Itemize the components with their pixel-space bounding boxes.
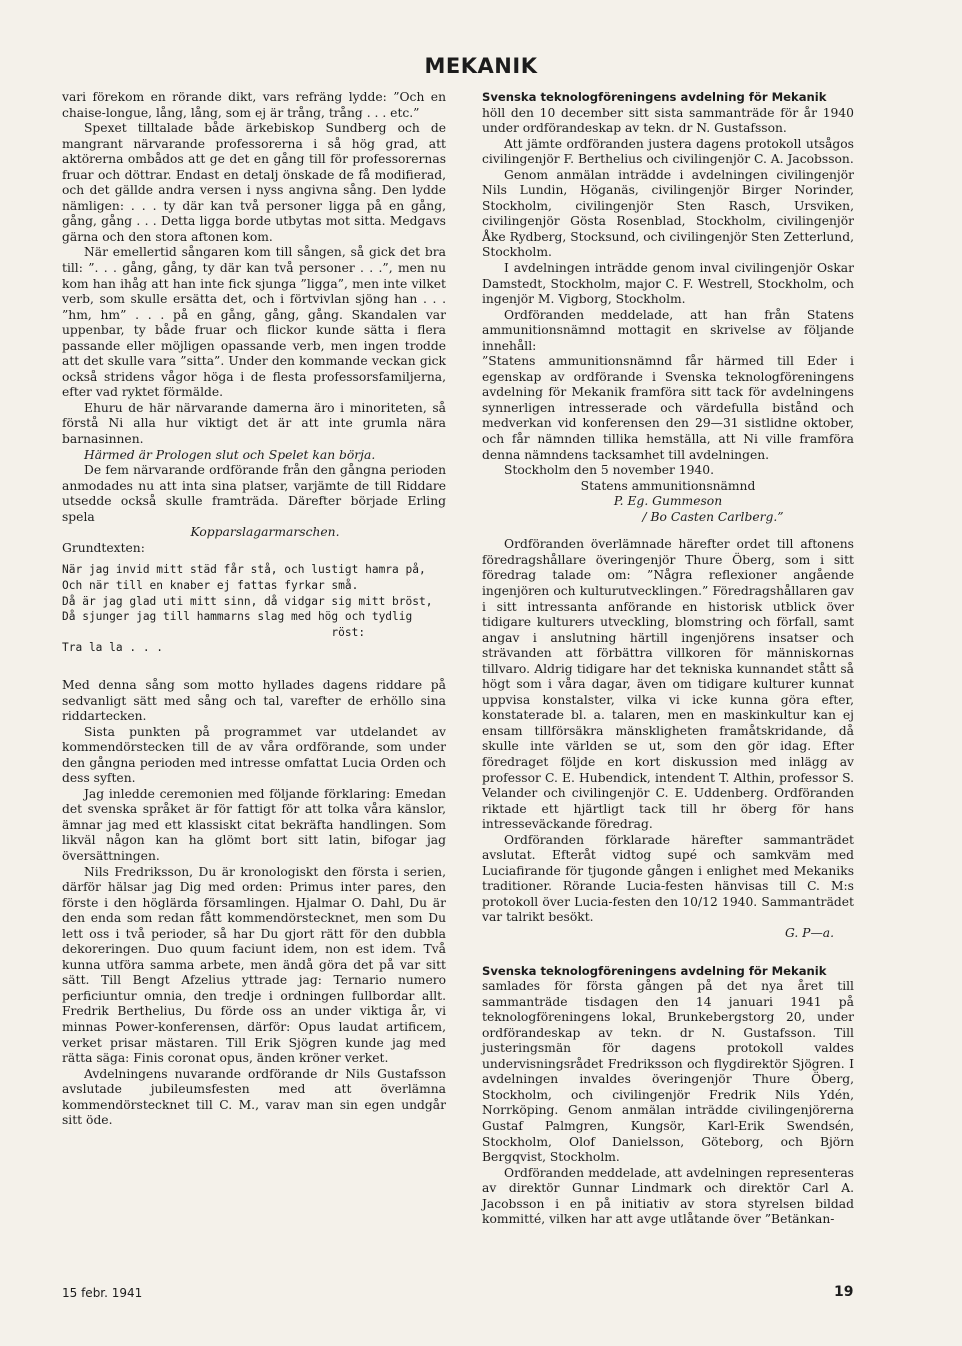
right-heading-2: Svenska teknologföreningens avdelning för Mekanik <box>482 963 827 978</box>
left-paragraph-11: Avdelningens nuvarande ordförande dr Nils Gustafsson avslutade jubileumsfesten med att överlämna kommendörstecknet till C. M., varav man sin egen undgår sitt öde. <box>62 1066 446 1128</box>
signature-line-3: / Bo Casten Carlberg.” <box>642 509 784 524</box>
left-column <box>62 90 446 1129</box>
left-paragraph-8: Sista punkten på programmet var utdelandet av kommendörstecken till de av våra ordförande, som under den gångna perioden med intresse omfattat Lucia Orden och dess syften. <box>62 724 446 786</box>
footer-date: 15 febr. 1941 <box>62 1286 143 1300</box>
left-paragraph-2: Spexet tilltalade både ärkebiskop Sundberg och de mangrant närvarande professorerna i så hög grad, att aktörerna ombådos att ge det en gång till för professorernas fruar och döttrar. Endast en detalj önskade de få modifierad, och det gällde andra versen i nyss angivna sång. Den lydde nämligen: . . . ty där kan två personer ligga på en gång, gång, gång . . . Detta ligga borde utbytas mot sitta. Medgavs gärna och den stora aftonen kom. <box>62 121 446 244</box>
right-paragraph-2: Att jämte ordföranden justera dagens protokoll utsågos civilingenjör F. Berthelius och civilingenjör C. A. Jacobsson. <box>482 136 854 167</box>
left-paragraph-6: De fem närvarande ordförande från den gångna perioden anmodades nu att inta sina platser, varjämte de till Riddare utsedde också skulle framträda. Därefter började Erling spela <box>62 463 446 524</box>
right-paragraph-1: höll den 10 december sitt sista sammanträde för år 1940 under ordförandeskap av tekn. dr N. Gustafsson. <box>482 105 854 136</box>
poem-line: Då sjunger jag till hammarns slag med hög och tydlig <box>62 610 413 624</box>
author-initials: G. P—a. <box>784 925 834 940</box>
page-header-title: MEKANIK <box>424 54 538 78</box>
signature-line-1: Statens ammunitionsnämnd <box>580 478 756 493</box>
right-heading-1: Svenska teknologföreningens avdelning för Mekanik <box>482 90 827 104</box>
right-paragraph-4: I avdelningen inträdde genom inval civilingenjör Oskar Damstedt, Stockholm, major C. F. Westrell, Stockholm, och ingenjör M. Vigborg, Stockholm. <box>482 261 854 307</box>
right-paragraph-6: ”Statens ammunitionsnämnd får härmed till Eder i egenskap av ordförande i Svenska teknologföreningens avdelning för Mekanik framföra sitt tack för avdelningens synnerligen intresserade och värdefulla bistånd och medverkan vid konferensen den 29—31 sistlidne oktober, och får nämnden tillika hemställa, att Ni ville framföra denna nämndens tacksamhet till avdelningen. <box>482 354 854 462</box>
left-paragraph-4: Ehuru de här närvarande damerna äro i minoriteten, så förstå Ni alla hur viktigt det är att inte grumla nära barnasinnen. <box>62 400 446 447</box>
left-paragraph-3: När emellertid sångaren kom till sången, så gick det bra till: ”. . . gång, gång, ty där kan två personer . . .”, men nu kom han ihåg att han inte fick sjunga ”ligga”, men inte vilket verb, som skulle ersätta det, och i förtvivlan sjöng han . . . ”hm, hm” . . . på en gång, gång, gång. Skandalen var uppenbar, ty både fruar och flickor kunde sätta i flera passande eller möjligen opassande verb, men ingen trodde att det skulle vara ”sitta”. Under den kommande veckan gick också stridens vågor höga i de flesta professorsfamiljerna, efter vad ryktet förmälde. <box>62 245 446 400</box>
right-paragraph-11: Ordföranden meddelade, att avdelningen representeras av direktör Gunnar Lindmark och direktör Carl A. Jacobsson i en på initiativ av stora styrelsen bildad kommitté, vilken har att avge utlåtande över ”Betänkan- <box>482 1165 854 1227</box>
poem-line: röst: <box>62 625 366 639</box>
left-paragraph-7: Med denna sång som motto hyllades dagens riddare på sedvanligt sätt med sång och tal, varefter de erhöllo sina riddartecken. <box>62 677 446 724</box>
right-paragraph-7: Stockholm den 5 november 1940. <box>504 463 714 478</box>
right-column <box>482 90 854 1228</box>
signature-line-2: P. Eg. Gummeson <box>613 494 723 509</box>
poem-block <box>62 562 446 656</box>
left-paragraph-10: Nils Fredriksson, Du är kronologiskt den första i serien, därför hälsar jag Dig med orden: Primus inter pares, den förste i den höglärda församlingen. Hjalmar O. Dahl, Du är den enda som redan fått kommendörstecknet, men som Du lett oss i två perioder, så har Du gjort rätt för den dubbla dekoreringen. Duo quum faciunt idem, non est idem. Två kunna utföra samma arbete, men ändå göra det på var sitt sätt. Till Bengt Afzelius yttrade jag: Ternario numero perficiuntur omnia, den tredje i ordningen fullbordar allt. Fredrik Berthelius, Du förde oss an under viktiga år, vi minnas Power-konferensen, därför: Opus laudat artificem, verket prisar mästaren. Till Erik Sjögren kunde jag med rätta säga: Finis coronat opus, änden kröner verket. <box>62 864 446 1066</box>
right-paragraph-3: Genom anmälan inträdde i avdelningen civilingenjör Nils Lundin, Höganäs, civilingenjör Birger Norinder, Stockholm, civilingenjör Sten Rasch, Ursviken, civilingenjör Gösta Rosenblad, Stockholm, civilingenjör Åke Rydberg, Stocksund, och civilingenjör Sten Zetterlund, Stockholm. <box>482 167 854 260</box>
left-paragraph-1: vari förekom en rörande dikt, vars refräng lydde: ”Och en chaise-longue, lång, lång, som ej är trång, trång . . . etc.” <box>62 90 446 120</box>
song-title: Kopparslagarmarschen. <box>190 525 340 540</box>
right-paragraph-9: Ordföranden förklarade härefter sammanträdet avslutat. Efteråt vidtog supé och samkväm med Luciafirande för tjugonde gången i enlighet med Mekaniks traditioner. Rörande Lucia-festen hänvisas till C. M:s protokoll över Lucia-festen den 10/12 1940. Sammanträdet var talrikt besökt. <box>482 832 854 925</box>
poem-line: Tra la la . . . <box>62 641 164 655</box>
left-paragraph-5: Härmed är Prologen slut och Spelet kan börja. <box>84 447 376 462</box>
poem-line: Då är jag glad uti mitt sinn, då vidgar sig mitt bröst, <box>62 594 433 608</box>
left-paragraph-9: Jag inledde ceremonien med följande förklaring: Emedan det svenska språket är för fattigt för att tolka våra känslor, ämnar jag med ett klassiskt citat bekräfta handlingen. Som likväl någon kan ha glömt bort sitt latin, bifogar jag översättningen. <box>62 786 446 863</box>
right-paragraph-8: Ordföranden överlämnade härefter ordet till aftonens föredragshållare överingenjör Thure Öberg, som i sitt föredrag talade om: ”Några reflexioner angående ingenjören och kulturutvecklingen.” Föredragshållaren gav i sitt intressanta anförande en historisk utblick över tidigare kulturers utveckling, blomstring och förfall, samt angav i anslutning härtill ingenjörens insatser och strävanden att förbättra villkoren för människornas tillvaro. Aldrig tidigare har det tekniska kunnandet stått så högt som i våra dagar, även om tidigare kulturer kunnat uppvisa konstalster, vilka vi icke kunna göra efter, konstaterade bl. a. talaren, men en maskinkultur kan ej ensam tillförsäkra mänskligheten framåtskridande, då skulle inte världen se ut, som den gör idag. Efter föredraget följde en kort diskussion med inlägg av professor C. E. Hubendick, intendent T. Althin, professor S. Velander och civilingenjör C. E. Uddenberg. Ordföranden riktade ett hjärtligt tack till hr öberg för hans intresseväckande föredrag. <box>482 537 854 832</box>
poem-line: Och när till en knaber ej fattas fyrkar små. <box>62 579 359 592</box>
page-number: 19 <box>834 1284 854 1300</box>
right-paragraph-5: Ordföranden meddelade, att han från Statens ammunitionsnämnd mottagit en skrivelse av följande innehåll: <box>482 307 854 353</box>
grundtext-label: Grundtexten: <box>62 540 145 555</box>
poem-line: När jag invid mitt städ får stå, och lustigt hamra på, <box>62 563 426 577</box>
right-paragraph-10: samlades för första gången på det nya året till sammanträde tisdagen den 14 januari 1941 på teknologföreningens lokal, Brunkebergstorg 20, under ordförandeskap av tekn. dr N. Gustafsson. Till justeringsmän för dagens protokoll valdes undervisningsrådet Fredriksson och flygdirektör Sjögren. I avdelningen invaldes överingenjör Thure Öberg, Stockholm, och civilingenjör Fredrik Nils Ydén, Norrköping. Genom anmälan inträdde civilingenjörerna Gustaf Palmgren, Kungsör, Karl-Erik Swendsén, Stockholm, Olof Danielsson, Göteborg, och Björn Bergqvist, Stockholm. <box>482 979 854 1165</box>
